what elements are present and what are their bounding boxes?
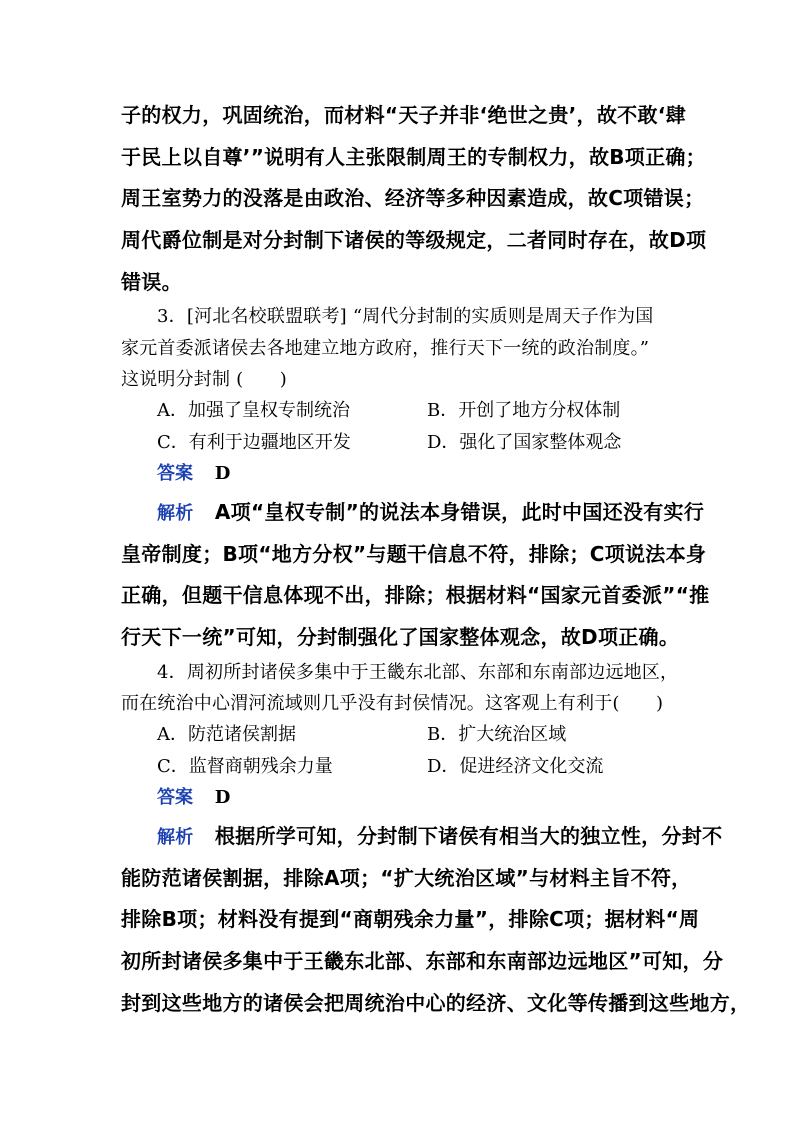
option-d: D．促进经济文化交流 [427,756,604,777]
analysis-label: 解析 [157,503,194,524]
answer-value: D [214,463,231,484]
text-line: 周王室势力的没落是由政治、经济等多种因素造成，故C项错误； [121,186,705,210]
analysis-line [157,500,704,526]
analysis-label: 解析 [157,827,194,848]
text-line: 子的权力，巩固统治，而材料“天子并非‘绝世之贵’，故不敢‘肆 [121,103,686,127]
analysis-line: 能防范诸侯割据，排除A项；“扩大统治区域”与材料主旨不符， [121,866,692,890]
analysis-line [157,824,722,850]
analysis-line: 封到这些地方的诸侯会把周统治中心的经济、文化等传播到这些地方， [121,991,751,1015]
option-b: B．扩大统治区域 [427,724,567,745]
option-d: D．强化了国家整体观念 [427,432,622,453]
analysis-line: 初所封诸侯多集中于王畿东北部、东部和东南部边远地区”可知，分 [121,949,724,973]
analysis-line: 排除B项；材料没有提到“商朝残余力量”，排除C项；据材料“周 [121,907,700,931]
question-stem: 4．周初所封诸侯多集中于王畿东北部、东部和东南部边远地区， [157,662,679,683]
analysis-text: A项“皇权专制”的说法本身错误，此时中国还没有实行 [214,500,705,524]
analysis-text: 根据所学可知，分封制下诸侯有相当大的独立性，分封不 [214,824,723,848]
text-line: 周代爵位制是对分封制下诸侯的等级规定，二者同时存在，故D项 [121,228,707,252]
analysis-line: 正确，但题干信息体现不出，排除；根据材料“国家元首委派”“推 [121,583,710,607]
question-stem: 3．[河北名校联盟联考] “周代分封制的实质则是周天子作为国 [157,306,654,327]
question-stem: 而在统治中心渭河流域则几乎没有封侯情况。这客观上有利于( ) [121,693,664,714]
answer-row [157,463,230,485]
answer-label: 答案 [157,787,193,808]
answer-row [157,787,230,809]
option-c: C．监督商朝残余力量 [157,756,333,777]
answer-value: D [214,787,231,808]
question-stem: 这说明分封制 ( ) [121,369,287,390]
analysis-line: 行天下一统”可知，分封制强化了国家整体观念，故D项正确。 [121,625,680,649]
option-b: B．开创了地方分权体制 [427,400,621,421]
answer-label: 答案 [157,463,193,484]
option-a: A．加强了皇权专制统治 [157,400,350,421]
option-a: A．防范诸侯割据 [157,724,296,745]
text-line: 于民上以自尊’”说明有人主张限制周王的专制权力，故B项正确； [121,145,706,169]
question-stem: 家元首委派诸侯去各地建立地方政府，推行天下一统的政治制度。” [121,338,650,359]
option-c: C．有利于边疆地区开发 [157,432,351,453]
text-line: 错误。 [121,270,182,294]
analysis-line: 皇帝制度；B项“地方分权”与题干信息不符，排除；C项说法本身 [121,542,707,566]
